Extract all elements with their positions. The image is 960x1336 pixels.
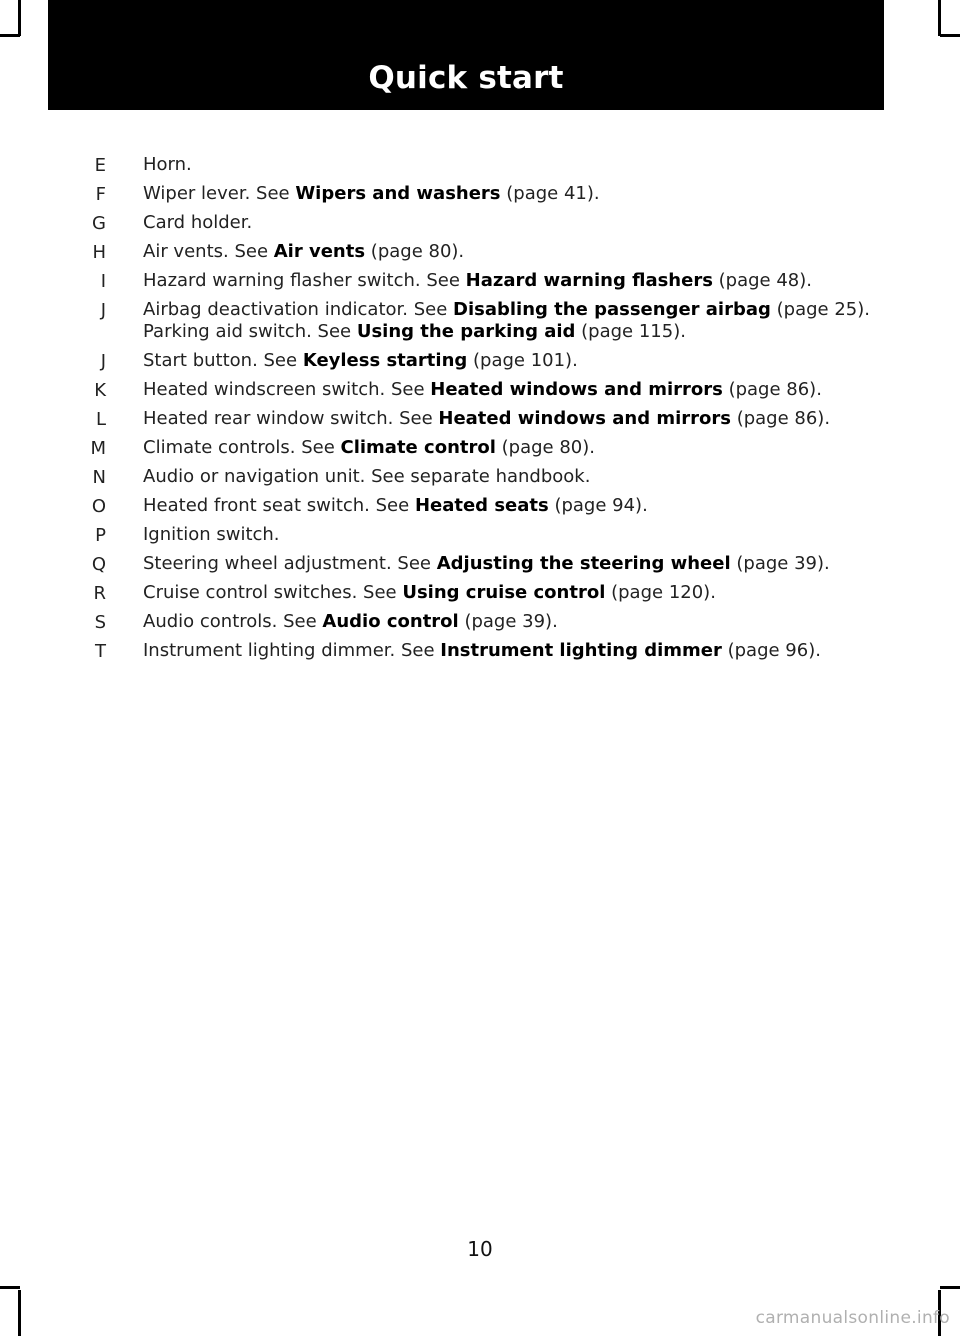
page-number: 10 <box>467 1237 493 1261</box>
crop-mark-bottom-right-horizontal <box>940 1286 960 1289</box>
list-item <box>0 582 960 604</box>
item-description <box>143 299 883 343</box>
cross-reference: Disabling the passenger airbag <box>453 299 771 320</box>
item-text-segment: Instrument lighting dimmer. See <box>143 640 441 661</box>
list-item <box>0 553 960 575</box>
cross-reference: Using cruise control <box>402 582 606 603</box>
item-description <box>143 582 883 604</box>
item-text-segment: Hazard warning flasher switch. See <box>143 270 466 291</box>
crop-mark-bottom-left-vertical <box>18 1290 21 1336</box>
item-text-segment: (page 101). <box>467 350 578 371</box>
item-text-segment: (page 25). Parking aid switch. See <box>143 299 870 342</box>
item-text-segment: Air vents. See <box>143 241 274 262</box>
item-description <box>143 183 883 205</box>
item-text-segment: Airbag deactivation indicator. See <box>143 299 454 320</box>
item-letter: R <box>93 583 106 604</box>
list-item <box>0 212 960 234</box>
cross-reference: Keyless starting <box>302 350 468 371</box>
item-text-segment: Heated rear window switch. See <box>143 408 439 429</box>
item-description <box>143 241 883 263</box>
crop-mark-top-right-horizontal <box>940 34 960 37</box>
item-text-segment: (page 41). <box>500 183 600 204</box>
item-text-segment: Card holder. <box>143 212 253 233</box>
list-item <box>0 183 960 205</box>
item-letter: S <box>94 612 106 633</box>
item-text-segment: Start button. See <box>143 350 303 371</box>
item-letter: J <box>100 351 106 372</box>
cross-reference: Heated windows and mirrors <box>438 408 731 429</box>
item-description <box>143 154 883 176</box>
item-description <box>143 640 883 662</box>
item-letter: O <box>91 496 106 517</box>
list-item <box>0 379 960 401</box>
item-description <box>143 408 883 430</box>
item-text-segment: (page 96). <box>721 640 821 661</box>
item-text-segment: (page 39). <box>458 611 558 632</box>
item-letter: L <box>95 409 106 430</box>
item-text-segment: (page 39). <box>730 553 830 574</box>
item-letter: H <box>92 242 106 263</box>
page-header <box>48 0 884 110</box>
cross-reference: Heated seats <box>414 495 549 516</box>
list-item <box>0 241 960 263</box>
item-text-segment: (page 86). <box>730 408 831 429</box>
item-text-segment: Audio or navigation unit. See separate handbook. <box>143 466 591 487</box>
item-letter: K <box>94 380 106 401</box>
list-item <box>0 640 960 662</box>
item-text-segment: (page 80). <box>495 437 595 458</box>
cross-reference: Instrument lighting dimmer <box>440 640 722 661</box>
item-description <box>143 553 883 575</box>
item-description <box>143 379 883 401</box>
item-text-segment: (page 48). <box>712 270 812 291</box>
item-text-segment: (page 120). <box>605 582 716 603</box>
item-letter: T <box>95 641 106 662</box>
crop-mark-top-left-vertical <box>18 0 21 36</box>
item-description <box>143 495 883 517</box>
item-letter: J <box>100 300 106 321</box>
cross-reference: Audio control <box>322 611 459 632</box>
item-letter: P <box>95 525 106 546</box>
crop-mark-top-right-vertical <box>938 0 941 36</box>
cross-reference: Climate control <box>340 437 496 458</box>
item-letter: M <box>90 438 106 459</box>
item-letter: E <box>94 155 106 176</box>
item-description <box>143 466 883 488</box>
item-text-segment: (page 86). <box>722 379 822 400</box>
item-letter: F <box>95 184 106 205</box>
item-text-segment: Horn. <box>143 154 192 175</box>
list-item <box>0 408 960 430</box>
list-item <box>0 154 960 176</box>
item-text-segment: Wiper lever. See <box>143 183 296 204</box>
item-letter: I <box>100 271 106 292</box>
item-text-segment: (page 94). <box>548 495 648 516</box>
list-item <box>0 270 960 292</box>
item-text-segment: Ignition switch. <box>143 524 280 545</box>
cross-reference: Adjusting the steering wheel <box>436 553 731 574</box>
list-item <box>0 524 960 546</box>
page-title: Quick start <box>368 60 564 96</box>
list-item <box>0 611 960 633</box>
watermark: carmanualsonline.info <box>755 1308 950 1328</box>
cross-reference: Heated windows and mirrors <box>430 379 723 400</box>
item-text-segment: Climate controls. See <box>143 437 341 458</box>
item-description <box>143 350 883 372</box>
item-text-segment: (page 115). <box>575 321 686 342</box>
cross-reference: Wipers and washers <box>295 183 501 204</box>
item-text-segment: Heated windscreen switch. See <box>143 379 431 400</box>
list-item <box>0 495 960 517</box>
list-item <box>0 350 960 372</box>
cross-reference: Air vents <box>273 241 366 262</box>
legend-list <box>0 154 960 669</box>
cross-reference: Hazard warning flashers <box>465 270 713 291</box>
item-text-segment: Cruise control switches. See <box>143 582 403 603</box>
item-description <box>143 437 883 459</box>
item-description <box>143 270 883 292</box>
list-item <box>0 437 960 459</box>
item-text-segment: Heated front seat switch. See <box>143 495 415 516</box>
cross-reference: Using the parking aid <box>356 321 576 342</box>
crop-mark-bottom-left-horizontal <box>0 1286 20 1289</box>
crop-mark-top-left-horizontal <box>0 34 20 37</box>
item-text-segment: Audio controls. See <box>143 611 323 632</box>
item-text-segment: Steering wheel adjustment. See <box>143 553 437 574</box>
list-item <box>0 299 960 343</box>
item-letter: G <box>92 213 106 234</box>
list-item <box>0 466 960 488</box>
item-letter: N <box>92 467 106 488</box>
item-description <box>143 524 883 546</box>
item-description <box>143 611 883 633</box>
item-description <box>143 212 883 234</box>
item-text-segment: (page 80). <box>365 241 465 262</box>
item-letter: Q <box>91 554 106 575</box>
